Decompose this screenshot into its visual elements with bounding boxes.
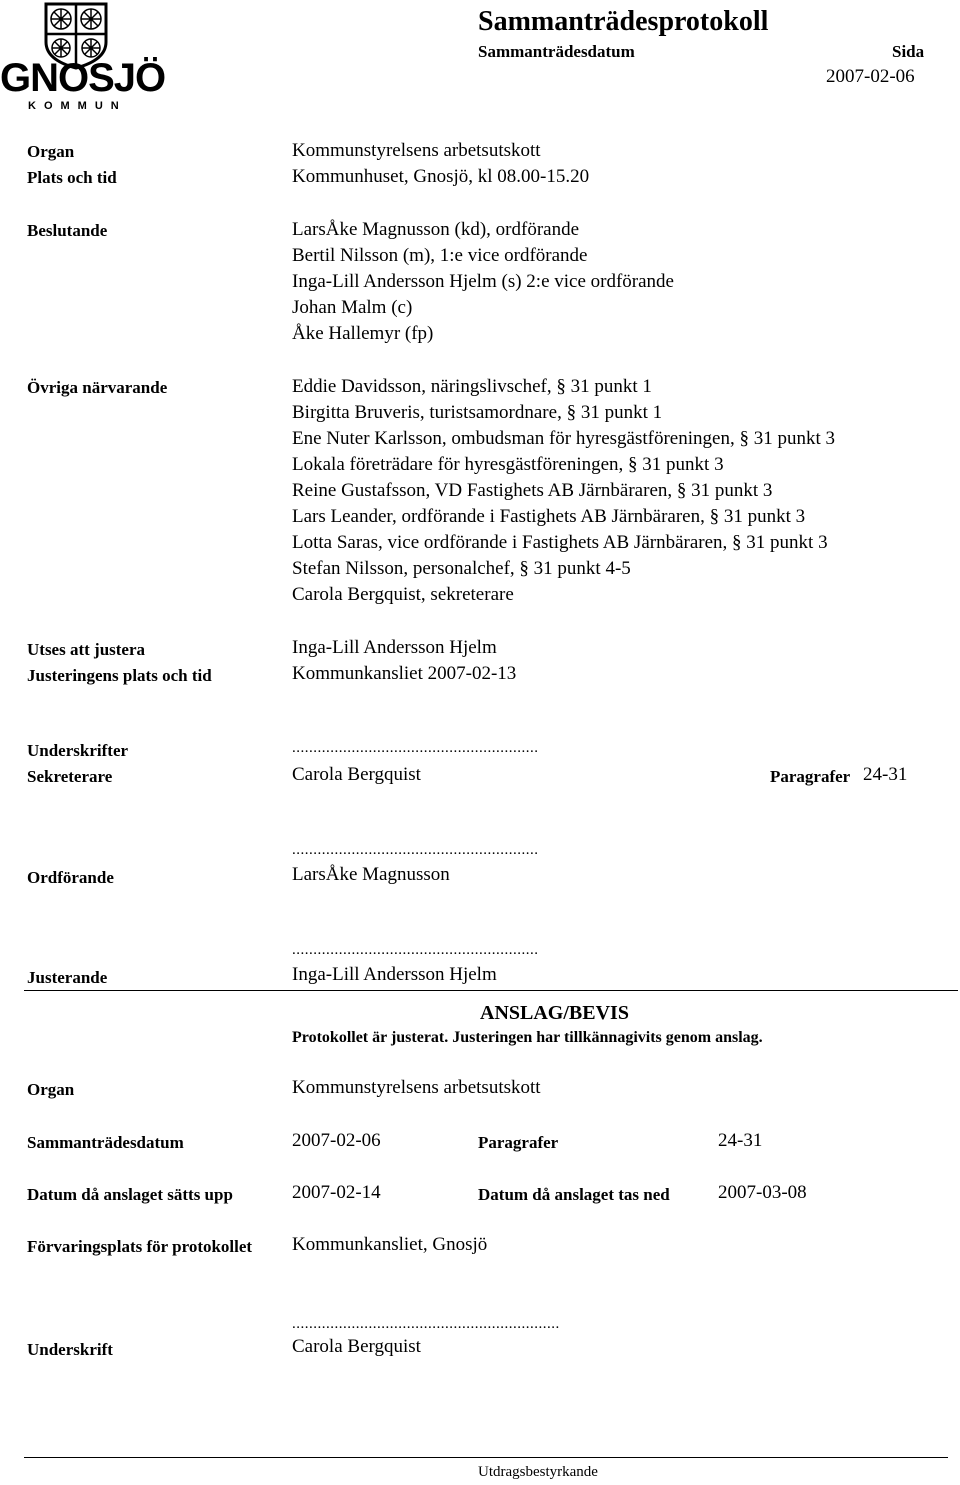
document-title: Sammanträdesprotokoll: [478, 6, 769, 37]
meeting-date: 2007-02-06: [826, 66, 915, 87]
underskrift-name: Carola Bergquist: [292, 1336, 421, 1357]
organ-label: Organ: [27, 142, 75, 161]
beslutande-member: Johan Malm (c): [292, 297, 413, 318]
sekreterare-name: Carola Bergquist: [292, 764, 421, 785]
anslag-datum-label: Sammanträdesdatum: [27, 1133, 184, 1152]
paragrafer-label: Paragrafer: [770, 767, 851, 786]
ovriga-member: Lars Leander, ordförande i Fastighets AB Järnbäraren, § 31 punkt 3: [292, 506, 806, 527]
anslag-upp-value: 2007-02-14: [292, 1182, 381, 1203]
anslag-paragrafer-value: 24-31: [718, 1130, 763, 1151]
justerande-label: Justerande: [27, 968, 108, 987]
signature-line: ..........................................................: [292, 842, 539, 858]
underskrifter-label: Underskrifter: [27, 741, 129, 760]
anslag-subtitle: Protokollet är justerat. Justeringen har tillkännagivits genom anslag.: [292, 1029, 763, 1046]
anslag-title: ANSLAG/BEVIS: [480, 1002, 629, 1024]
ovriga-member: Reine Gustafsson, VD Fastighets AB Järnbäraren, § 31 punkt 3: [292, 480, 773, 501]
page-label: Sida: [892, 42, 925, 61]
beslutande-member: Inga-Lill Andersson Hjelm (s) 2:e vice ordförande: [292, 271, 674, 292]
logo-wordmark: GNOSJÖ: [0, 56, 166, 100]
forvaring-label: Förvaringsplats för protokollet: [27, 1237, 253, 1256]
justerande-name: Inga-Lill Andersson Hjelm: [292, 964, 497, 985]
paragrafer-value: 24-31: [863, 764, 908, 785]
ovriga-member: Carola Bergquist, sekreterare: [292, 584, 514, 605]
ordforande-name: LarsÅke Magnusson: [292, 864, 450, 885]
footer-divider: [24, 1457, 948, 1458]
anslag-organ-value: Kommunstyrelsens arbetsutskott: [292, 1077, 541, 1098]
anslag-ned-label: Datum då anslaget tas ned: [478, 1185, 670, 1204]
organ-value: Kommunstyrelsens arbetsutskott: [292, 140, 541, 161]
anslag-datum-value: 2007-02-06: [292, 1130, 381, 1151]
place-label: Plats och tid: [27, 168, 117, 187]
ovriga-member: Lotta Saras, vice ordförande i Fastighets AB Järnbäraren, § 31 punkt 3: [292, 532, 828, 553]
ovriga-member: Birgitta Bruveris, turistsamordnare, § 31 punkt 1: [292, 402, 663, 423]
ovriga-member: Stefan Nilsson, personalchef, § 31 punkt 4-5: [292, 558, 631, 579]
utses-label: Utses att justera: [27, 640, 146, 659]
municipality-logo: [0, 0, 166, 112]
section-divider: [24, 990, 958, 991]
justering-plats-label: Justeringens plats och tid: [27, 666, 212, 685]
ovriga-member: Ene Nuter Karlsson, ombudsman för hyresgästföreningen, § 31 punkt 3: [292, 428, 835, 449]
ordforande-label: Ordförande: [27, 868, 114, 887]
anslag-upp-label: Datum då anslaget sätts upp: [27, 1185, 233, 1204]
signature-line: ..........................................................: [292, 942, 539, 958]
beslutande-member: Bertil Nilsson (m), 1:e vice ordförande: [292, 245, 588, 266]
underskrift-label: Underskrift: [27, 1340, 113, 1359]
signature-line: ..........................................................: [292, 740, 539, 756]
beslutande-label: Beslutande: [27, 221, 108, 240]
anslag-paragrafer-label: Paragrafer: [478, 1133, 559, 1152]
place-value: Kommunhuset, Gnosjö, kl 08.00-15.20: [292, 166, 590, 187]
meeting-date-label: Sammanträdesdatum: [478, 42, 635, 61]
utses-value: Inga-Lill Andersson Hjelm: [292, 637, 497, 658]
logo-subtext: KOMMUN: [28, 100, 127, 112]
signature-line: ...............................................................: [292, 1316, 560, 1332]
beslutande-member: Åke Hallemyr (fp): [292, 323, 434, 344]
ovriga-member: Lokala företrädare för hyresgästföreningen, § 31 punkt 3: [292, 454, 724, 475]
ovriga-label: Övriga närvarande: [27, 378, 168, 397]
beslutande-member: LarsÅke Magnusson (kd), ordförande: [292, 219, 580, 240]
anslag-organ-label: Organ: [27, 1080, 75, 1099]
anslag-ned-value: 2007-03-08: [718, 1182, 807, 1203]
sekreterare-label: Sekreterare: [27, 767, 113, 786]
utdrag-label: Utdragsbestyrkande: [478, 1464, 598, 1480]
ovriga-member: Eddie Davidsson, näringslivschef, § 31 punkt 1: [292, 376, 652, 397]
forvaring-value: Kommunkansliet, Gnosjö: [292, 1234, 488, 1255]
justering-plats-value: Kommunkansliet 2007-02-13: [292, 663, 517, 684]
